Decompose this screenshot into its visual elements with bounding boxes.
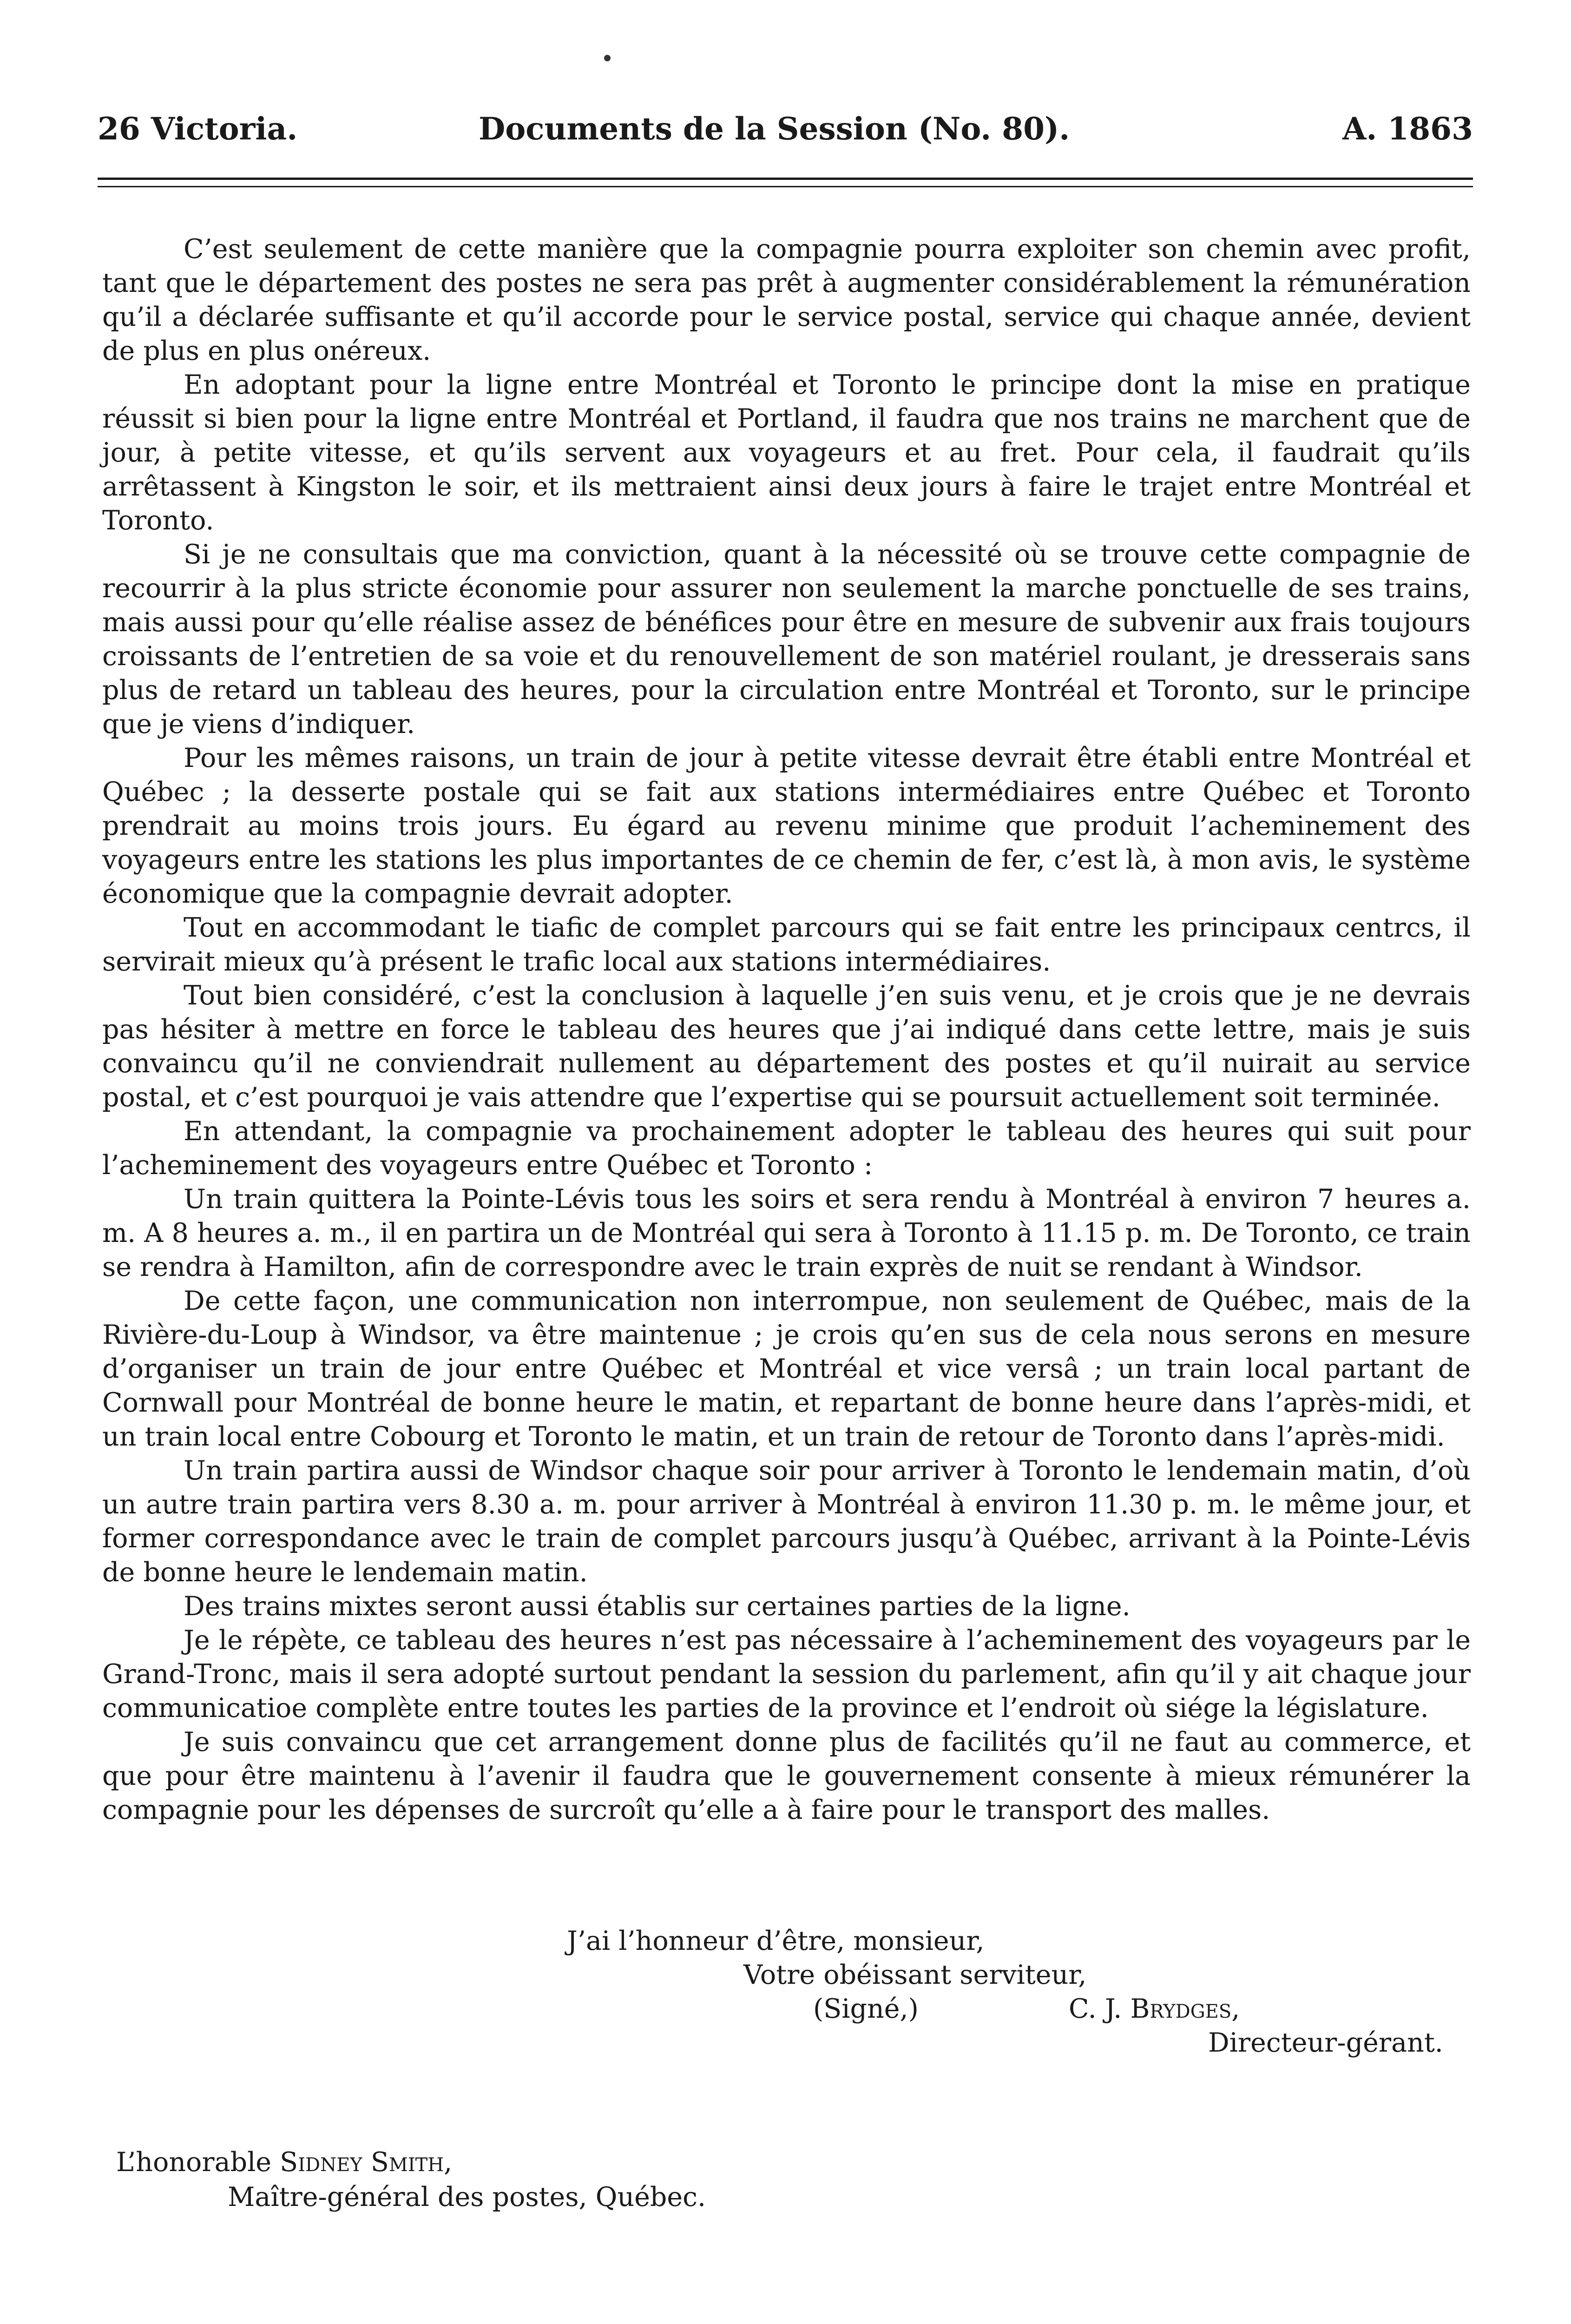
letter-body bbox=[102, 232, 1471, 1827]
header-volume: 26 Victoria. bbox=[98, 111, 298, 147]
header-year: A. 1863 bbox=[1342, 111, 1473, 147]
paragraph: Un train quittera la Pointe-Lévis tous les soirs et sera rendu à Montréal à environ 7 heures a. m. A 8 heures a. m., il en partira un de Montréal qui sera à Toronto à 11.15 p. m. De Toronto, ce train se rendra à Hamilton, afin de correspondre avec le train exprès de nuit se rendant à Windsor. bbox=[102, 1184, 1471, 1282]
signatory-name: C. J. Brydges, bbox=[1069, 1994, 1240, 2024]
paragraph: Des trains mixtes seront aussi établis sur certaines parties de la ligne. bbox=[184, 1591, 1131, 1622]
addressee-line bbox=[116, 2145, 706, 2180]
signatory-title: Directeur-gérant. bbox=[1208, 2027, 1443, 2058]
paragraph: Tout en accommodant le tiafic de complet parcours qui se fait entre les principaux centrcs, il servirait mieux qu’à présent le trafic local aux stations intermédiaires. bbox=[102, 912, 1471, 977]
paragraph: En attendant, la compagnie va prochainement adopter le tableau des heures qui suit pour l’acheminement des voyageurs entre Québec et Toronto : bbox=[102, 1116, 1471, 1181]
ink-speck bbox=[604, 55, 611, 61]
paragraph: Si je ne consultais que ma conviction, quant à la nécessité où se trouve cette compagnie de recourrir à la plus stricte économie pour assurer non seulement la marche ponctuelle de ses trains, mais aussi pour qu’elle réalise assez de bénéfices pour être en mesure de subvenir aux frais toujours croissants de l’entretien de sa voie et du renouvellement de son matériel roulant, je dresserais sans plus de retard un tableau des heures, pour la circulation entre Montréal et Toronto, sur le principe que je viens d’indiquer. bbox=[102, 539, 1471, 739]
addressee-honorific: L’honorable bbox=[116, 2147, 280, 2178]
addressee-block bbox=[116, 2145, 706, 2215]
running-header bbox=[98, 111, 1473, 166]
paragraph: En adoptant pour la ligne entre Montréal et Toronto le principe dont la mise en pratique réussit si bien pour la ligne entre Montréal et Portland, il faudra que nos trains ne marchent que de jour, à petite vitesse, et qu’ils servent aux voyageurs et au fret. Pour cela, il faudrait qu’ils arrêtassent à Kingston le soir, et ils mettraient ainsi deux jours à faire le trajet entre Montréal et Toronto. bbox=[102, 370, 1471, 536]
paragraph: Un train partira aussi de Windsor chaque soir pour arriver à Toronto le lendemain matin, d’où un autre train partira vers 8.30 a. m. pour arriver à Montréal à environ 11.30 p. m. le même jour, et former correspondance avec le train de complet parcours jusqu’à Québec, arrivant à la Pointe-Lévis de bonne heure le lendemain matin. bbox=[102, 1455, 1471, 1588]
closing-servant: Votre obéissant serviteur, bbox=[743, 1960, 1087, 1990]
paragraph: Pour les mêmes raisons, un train de jour à petite vitesse devrait être établi entre Montréal et Québec ; la desserte postale qui se fait aux stations intermédiaires entre Québec et Toronto prendrait au moins trois jours. Eu égard au revenu minime que produit l’acheminement des voyageurs entre les stations les plus importantes de ce chemin de fer, c’est là, à mon avis, le système économique que la compagnie devrait adopter. bbox=[102, 743, 1471, 909]
paragraph: Tout bien considéré, c’est la conclusion à laquelle j’en suis venu, et je crois que je ne devrais pas hésiter à mettre en force le tableau des heures que j’ai indiqué dans cette lettre, mais je suis convaincu qu’il ne conviendrait nullement au département des postes et qu’il nuirait au service postal, et c’est pourquoi je vais attendre que l’expertise qui se poursuit actuellement soit terminée. bbox=[102, 980, 1471, 1113]
header-rule-thin bbox=[98, 186, 1473, 187]
paragraph: Je le répète, ce tableau des heures n’est pas nécessaire à l’acheminement des voyageurs par le Grand-Tronc, mais il sera adopté surtout pendant la session du parlement, afin qu’il y ait chaque jour communicatioe complète entre toutes les parties de la province et l’endroit où siége la législature. bbox=[102, 1625, 1471, 1723]
closing-salutation: J’ai l’honneur d’être, monsieur, bbox=[567, 1926, 985, 1956]
header-rule-thick bbox=[98, 178, 1473, 180]
addressee-office: Maître-général des postes, Québec. bbox=[228, 2182, 706, 2212]
addressee-name: Sidney Smith, bbox=[280, 2147, 453, 2178]
paragraph: De cette façon, une communication non interrompue, non seulement de Québec, mais de la Rivière-du-Loup à Windsor, va être maintenue ; je crois qu’en sus de cela nous serons en mesure d’organiser un train de jour entre Québec et Montréal et vice versâ ; un train local partant de Cornwall pour Montréal de bonne heure le matin, et repartant de bonne heure dans l’après-midi, et un train local entre Cobourg et Toronto le matin, et un train de retour de Toronto dans l’après-midi. bbox=[102, 1286, 1471, 1452]
paragraph: Je suis convaincu que cet arrangement donne plus de facilités qu’il ne faut au commerce, et que pour être maintenu à l’avenir il faudra que le gouvernement consente à mieux rémunérer la compagnie pour les dépenses de surcroît qu’elle a à faire pour le transport des malles. bbox=[102, 1727, 1471, 1825]
closing-signed: (Signé,) bbox=[813, 1994, 919, 2024]
paragraph: C’est seulement de cette manière que la compagnie pourra exploiter son chemin avec profit, tant que le département des postes ne sera pas prêt à augmenter considérablement la rémunération qu’il a déclarée suffisante et qu’il accorde pour le service postal, service qui chaque année, devient de plus en plus onéreux. bbox=[102, 234, 1471, 366]
header-title: Documents de la Session (No. 80). bbox=[479, 111, 1070, 147]
